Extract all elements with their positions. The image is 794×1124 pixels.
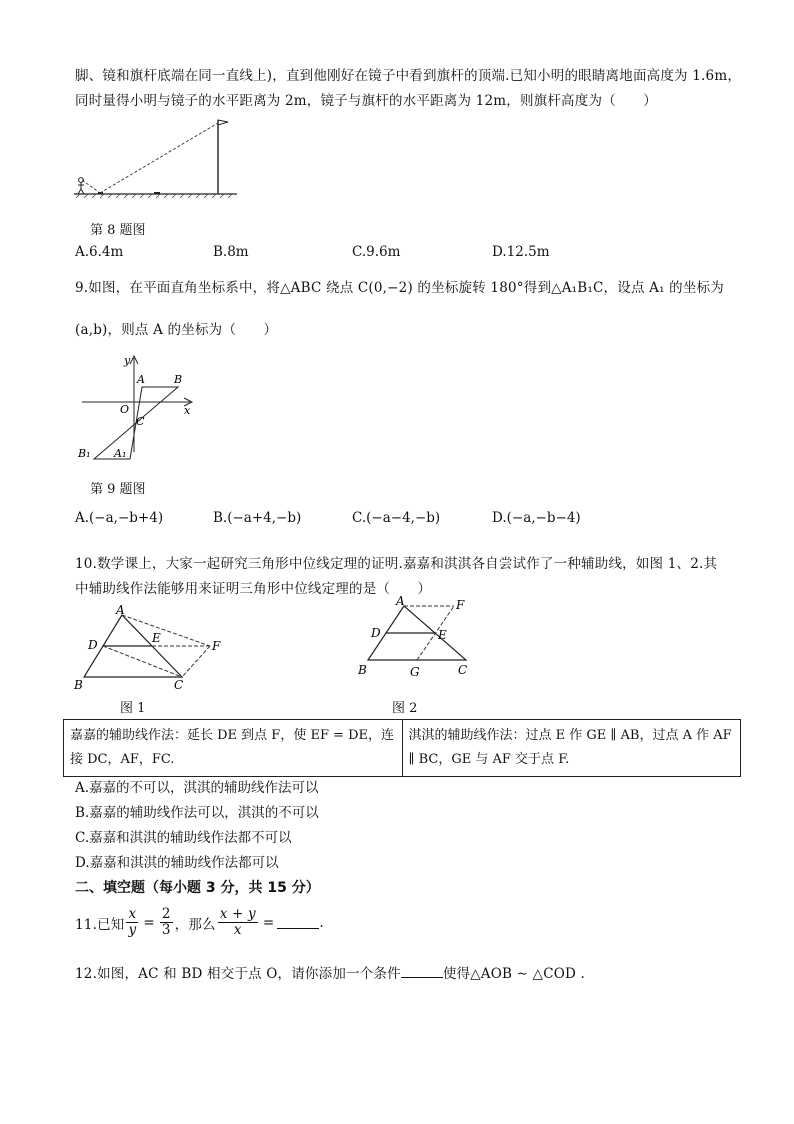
- fig1-segment-dc: [103, 646, 182, 677]
- q8-caption: 第 8 题图: [90, 223, 146, 238]
- q10-text-line1: 10.数学课上，大家一起研究三角形中位线定理的证明.嘉嘉和淇淇各自尝试作了一种辅助线，如图 1、2.其: [75, 556, 718, 572]
- q9-label-a1: A₁: [114, 447, 127, 460]
- q10-figure-2: [352, 592, 482, 684]
- q12-line: [75, 962, 585, 982]
- fig2-label-a: A: [396, 594, 405, 608]
- q8-figure: [72, 112, 242, 204]
- q11-frac1-den: y: [128, 922, 137, 938]
- q8-option-d: D.12.5m: [492, 244, 550, 260]
- q11-equals: =: [143, 914, 155, 931]
- fig1-label-d: D: [88, 638, 98, 652]
- fig2-label-e: E: [438, 628, 447, 642]
- fig1-label-b: B: [74, 678, 83, 692]
- q8-incident-ray: [100, 123, 218, 193]
- q9-label-a: A: [137, 373, 145, 386]
- q12-text-before: 12.如图，AC 和 BD 相交于点 O，请你添加一个条件: [75, 966, 401, 982]
- q9-option-a: A.(−a,−b+4): [75, 510, 164, 526]
- fig2-label-f: F: [456, 598, 465, 612]
- fig2-caption: 图 2: [392, 701, 418, 716]
- q11-frac2-den: 3: [161, 922, 171, 938]
- qiqi-method-cell: 淇淇的辅助线作法：过点 E 作 GE ∥ AB，过点 A 作 AF ∥ BC，GE 与 AF 交于点 F.: [402, 720, 741, 777]
- q9-figure: [72, 350, 202, 465]
- q10-text-line2: 中辅助线作法能够用来证明三角形中位线定理的是（ ）: [75, 581, 432, 597]
- q9-caption: 第 9 题图: [90, 482, 146, 497]
- fig1-caption: 图 1: [120, 701, 146, 716]
- q9-option-c: C.(−a−4,−b): [352, 510, 441, 526]
- q11-answer-blank[interactable]: [277, 916, 319, 929]
- q10-option-d: D.嘉嘉和淇淇的辅助线作法都可以: [75, 855, 279, 871]
- q11-suffix: .: [319, 914, 324, 931]
- q8-option-a: A.6.4m: [75, 244, 124, 260]
- fig1-segment-fc: [182, 646, 210, 677]
- q11-middle-text: ，那么: [174, 916, 216, 933]
- q9-option-d: D.(−a,−b−4): [492, 510, 581, 526]
- q9-label-b: B: [174, 373, 183, 386]
- q8-flag: [218, 120, 228, 125]
- q8-text-line1: 脚、镜和旗杆底端在同一直线上)，直到他刚好在镜子中看到旗杆的顶端.已知小明的眼睛离地面高度为 1.6m，: [75, 68, 742, 84]
- q8-text-line2: 同时量得小明与镜子的水平距离为 2m，镜子与旗杆的水平距离为 12m，则旗杆高度为（ ）: [75, 93, 657, 109]
- q9-text-line2: (a,b)，则点 A 的坐标为（ ）: [75, 322, 278, 338]
- q11-frac3-num: x + y: [219, 906, 256, 922]
- q8-ground-hatching: [76, 194, 232, 198]
- q11-frac2-num: 2: [161, 906, 171, 922]
- fig1-label-c: C: [174, 678, 184, 692]
- q10-methods-table: [63, 719, 741, 777]
- q11-frac3-den: x: [233, 922, 242, 938]
- q11-fraction-2-over-3: [160, 907, 173, 938]
- q10-option-c: C.嘉嘉和淇淇的辅助线作法都不可以: [75, 830, 292, 846]
- q11-line: [75, 907, 324, 938]
- q9-label-c: C: [136, 415, 145, 428]
- q9-label-b1: B₁: [78, 447, 91, 460]
- q9-option-b: B.(−a+4,−b): [213, 510, 302, 526]
- q11-equals-2: =: [262, 914, 275, 931]
- fig2-label-b: B: [358, 663, 367, 677]
- q10-option-a: A.嘉嘉的不可以，淇淇的辅助线作法可以: [75, 780, 319, 796]
- q8-ground-mark: [154, 192, 160, 195]
- q10-option-b: B.嘉嘉的辅助线作法可以，淇淇的不可以: [75, 805, 319, 821]
- section-fill-in-title: 二、填空题（每小题 3 分，共 15 分）: [75, 880, 320, 896]
- fig2-label-c: C: [458, 663, 468, 677]
- q9-label-o: O: [120, 403, 130, 416]
- q12-text-after: 使得△AOB ∼ △COD .: [442, 966, 586, 982]
- q10-figure-1: [72, 603, 232, 693]
- fig1-label-a: A: [116, 603, 125, 617]
- jiajia-method-cell: 嘉嘉的辅助线作法：延长 DE 到点 F，使 EF = DE，连接 DC，AF，FC.: [64, 720, 403, 777]
- q12-answer-blank[interactable]: [401, 965, 443, 978]
- fig1-segment-af: [122, 615, 210, 646]
- q8-person-figure: [78, 178, 84, 194]
- q8-option-b: B.8m: [213, 244, 249, 260]
- fig2-label-d: D: [371, 626, 381, 640]
- q11-frac1-num: x: [128, 906, 137, 922]
- fig1-label-f: F: [212, 639, 221, 653]
- q9-label-y: y: [124, 354, 131, 367]
- q11-fraction-xy-over-x: [218, 907, 258, 938]
- q8-option-c: C.9.6m: [352, 244, 401, 260]
- q11-prefix: 11.已知: [75, 916, 125, 933]
- q9-label-x: x: [184, 404, 191, 417]
- q9-text-line1: 9.如图，在平面直角坐标系中，将△ABC 绕点 C(0,−2) 的坐标旋转 180°得到△A₁B₁C，设点 A₁ 的坐标为: [75, 280, 724, 296]
- q11-fraction-x-over-y: [126, 907, 138, 938]
- fig1-label-e: E: [152, 631, 161, 645]
- fig2-label-g: G: [410, 665, 420, 679]
- q8-reflected-ray: [82, 180, 100, 193]
